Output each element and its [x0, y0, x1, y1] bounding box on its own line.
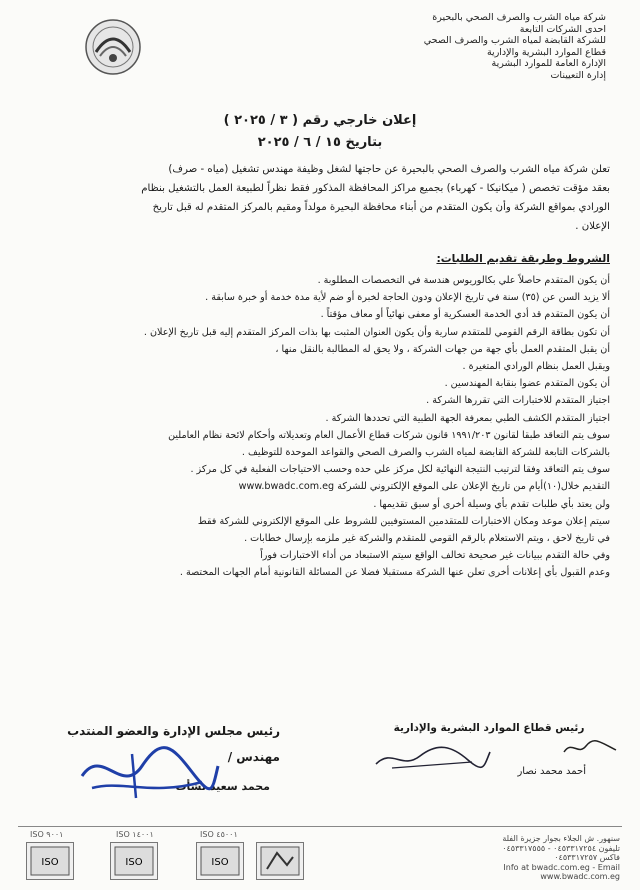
condition-line: سيتم إعلان موعد ومكان الاختبارات للمتقدمين المستوفيين للشروط على الموقع الإلكتروني للشركة فقط — [197, 515, 610, 527]
hr-sector-name: أحمد محمد نصار — [517, 766, 586, 777]
condition-text: التقديم خلال(١٠)أيام من تاريخ الإعلان على الموقع الإلكتروني للشركة — [337, 481, 610, 493]
intro-paragraph — [30, 160, 610, 236]
condition-line: أن يكون المتقدم حاصلاً علي بكالوريوس هندسة في التخصصات المطلوبة . — [317, 275, 610, 286]
conditions-heading: الشروط وطريقة تقديم الطلبات: — [436, 252, 610, 265]
chairman-title: مهندس / — [227, 750, 280, 764]
chairman-role: رئيس مجلس الإدارة والعضو المنتدب — [67, 724, 280, 738]
conditions-list — [28, 272, 610, 582]
svg-text:ISO: ISO — [41, 857, 59, 868]
condition-line: سوف يتم التعاقد طبقا لقانون ١٩٩١/٢٠٣ قانون شركات قطاع الأعمال العام وتعديلاته وأحكام لائحة نظام العاملين — [168, 429, 610, 441]
hr-sector-role: رئيس قطاع الموارد البشرية والإدارية — [393, 722, 585, 734]
header-line: شركة مياه الشرب والصرف الصحي بالبحيرة — [432, 12, 606, 23]
iso-label: ISO ٩٠٠١ — [30, 830, 64, 839]
footer-divider — [18, 826, 622, 827]
svg-text:ISO: ISO — [211, 857, 229, 868]
handwritten-signature-icon — [72, 736, 222, 808]
footer-line: سنهور. ش الجلاء بجوار جزيرة الفلة — [502, 834, 620, 843]
condition-line: أن يكون المتقدم قد أدي الخدمة العسكرية أو معفى نهائياً أو معاف مؤقتاً . — [320, 309, 610, 321]
condition-line: اجتياز المتقدم الكشف الطبي بمعرفة الجهة الطبية التي تحددها الشركة . — [325, 412, 610, 424]
company-logo-icon — [84, 18, 142, 76]
condition-line-with-website — [28, 478, 610, 495]
announcement-title — [120, 110, 520, 154]
intro-line: الورادي بمواقع الشركة وأن يكون المتقدم من أبناء محافظة البحيرة مولداً ومقيم بالمركز المتقدم له قبل تاريخ — [152, 202, 610, 213]
intro-line: الإعلان . — [575, 221, 610, 232]
footer-website[interactable]: www.bwadc.com.eg — [540, 872, 620, 881]
iso-certificate-icon — [26, 842, 74, 880]
condition-line: أن يقبل المتقدم العمل بأي جهة من جهات الشركة ، ولا يحق له المطالبة بالنقل منها ، — [275, 343, 610, 355]
handwritten-signature-icon — [560, 736, 620, 758]
svg-text:ISO: ISO — [125, 857, 143, 868]
iso-label: ISO ١٤٠٠١ — [116, 830, 154, 839]
iso-certificate-icon — [256, 842, 304, 880]
website-link[interactable]: www.bwadc.com.eg — [238, 481, 335, 493]
footer-line: Info at bwadc.com.eg - Email — [503, 862, 620, 872]
iso-certificate-icon — [196, 842, 244, 880]
iso-label: ISO ٤٥٠٠١ — [200, 830, 238, 839]
header-line: للشركة القابضة لمياه الشرب والصرف الصحي — [423, 35, 606, 46]
certifications-row — [20, 830, 320, 888]
announcement-date: بتاريخ ١٥ / ٦ / ٢٠٢٥ — [257, 135, 383, 150]
intro-line: بعقد مؤقت تخصص ( ميكانيكا - كهرباء) بجميع مراكز المحافظة المذكور فقط نظراً لطبيعة العمل بالتشغيل بنظام — [141, 183, 610, 194]
condition-line: في تاريخ لاحق ، ويتم الاستعلام بالرقم القومي للمتقدم والشركة غير ملزمه بإرسال خطابات . — [244, 533, 610, 545]
footer-contact — [420, 834, 620, 882]
condition-line: اجتياز المتقدم للاختبارات التي تقررها الشركة . — [426, 395, 610, 407]
condition-line: وفي حالة التقدم ببيانات غير صحيحة تخالف الواقع سيتم الاستبعاد من أداء الاختبارات فوراً — [260, 550, 610, 562]
chairman-name: محمد سعيد نشأت — [175, 780, 270, 793]
footer-line: فاكس ٠٤٥٣٣١٧٢٥٧ — [554, 853, 620, 862]
header-line: احدى الشركات التابعة — [519, 23, 606, 35]
condition-line: أن تكون بطاقة الرقم القومي للمتقدم سارية وأن يكون العنوان المثبت بها بذات المركز المتقدم إليه قبل تاريخ الإعلان . — [143, 326, 610, 338]
condition-line: ألا يزيد السن عن (٣٥) سنة في تاريخ الإعلان ودون الحاجة لخبرة أو ضم لأية مدة خدمة أو خبرة سابقة . — [205, 292, 610, 304]
condition-line: بالشركات التابعة للشركة القابضة لمياه الشرب والصرف الصحي والقواعد الموحدة للتوظيف . — [241, 447, 610, 459]
intro-line: تعلن شركة مياه الشرب والصرف الصحي بالبحيرة عن حاجتها لشغل وظيفة مهندس تشغيل (مياه - صرف) — [168, 164, 610, 175]
condition-line: سوف يتم التعاقد وفقا لترتيب النتيجة النهائية لكل مركز علي حده وحسب الاحتياجات الفعلية في كل مركز . — [190, 464, 610, 476]
condition-line: ويقبل العمل بنظام الورادي المتغيرة . — [462, 361, 610, 373]
footer-line: تليفون ٠٤٥٣٣١٧٢٥٤ - ٠٤٥٣٣١٧٥٥٥ — [502, 843, 620, 853]
hr-sector-signature-block — [374, 722, 604, 777]
header-block — [276, 12, 606, 81]
header-line: إدارة التعيينات — [550, 69, 606, 81]
condition-line: أن يكون المتقدم عضوا بنقابة المهندسين . — [444, 378, 610, 390]
condition-line: وعدم القبول بأي إعلانات أخرى تعلن عنها الشركة مستقبلا فضلا عن المسائلة القانونية أمام الجهات المختصة . — [179, 567, 610, 579]
announcement-number: إعلان خارجي رقم ( ٣ / ٢٠٢٥ ) — [223, 113, 417, 128]
header-line: الإدارة العامة للموارد البشرية — [491, 58, 606, 69]
iso-certificate-icon — [110, 842, 158, 880]
header-line: قطاع الموارد البشرية والإدارية — [486, 46, 606, 58]
condition-line: ولن يعتد بأي طلبات تقدم بأي وسيلة أخرى أو سبق تقديمها . — [373, 498, 610, 510]
handwritten-signature-icon — [372, 742, 492, 772]
